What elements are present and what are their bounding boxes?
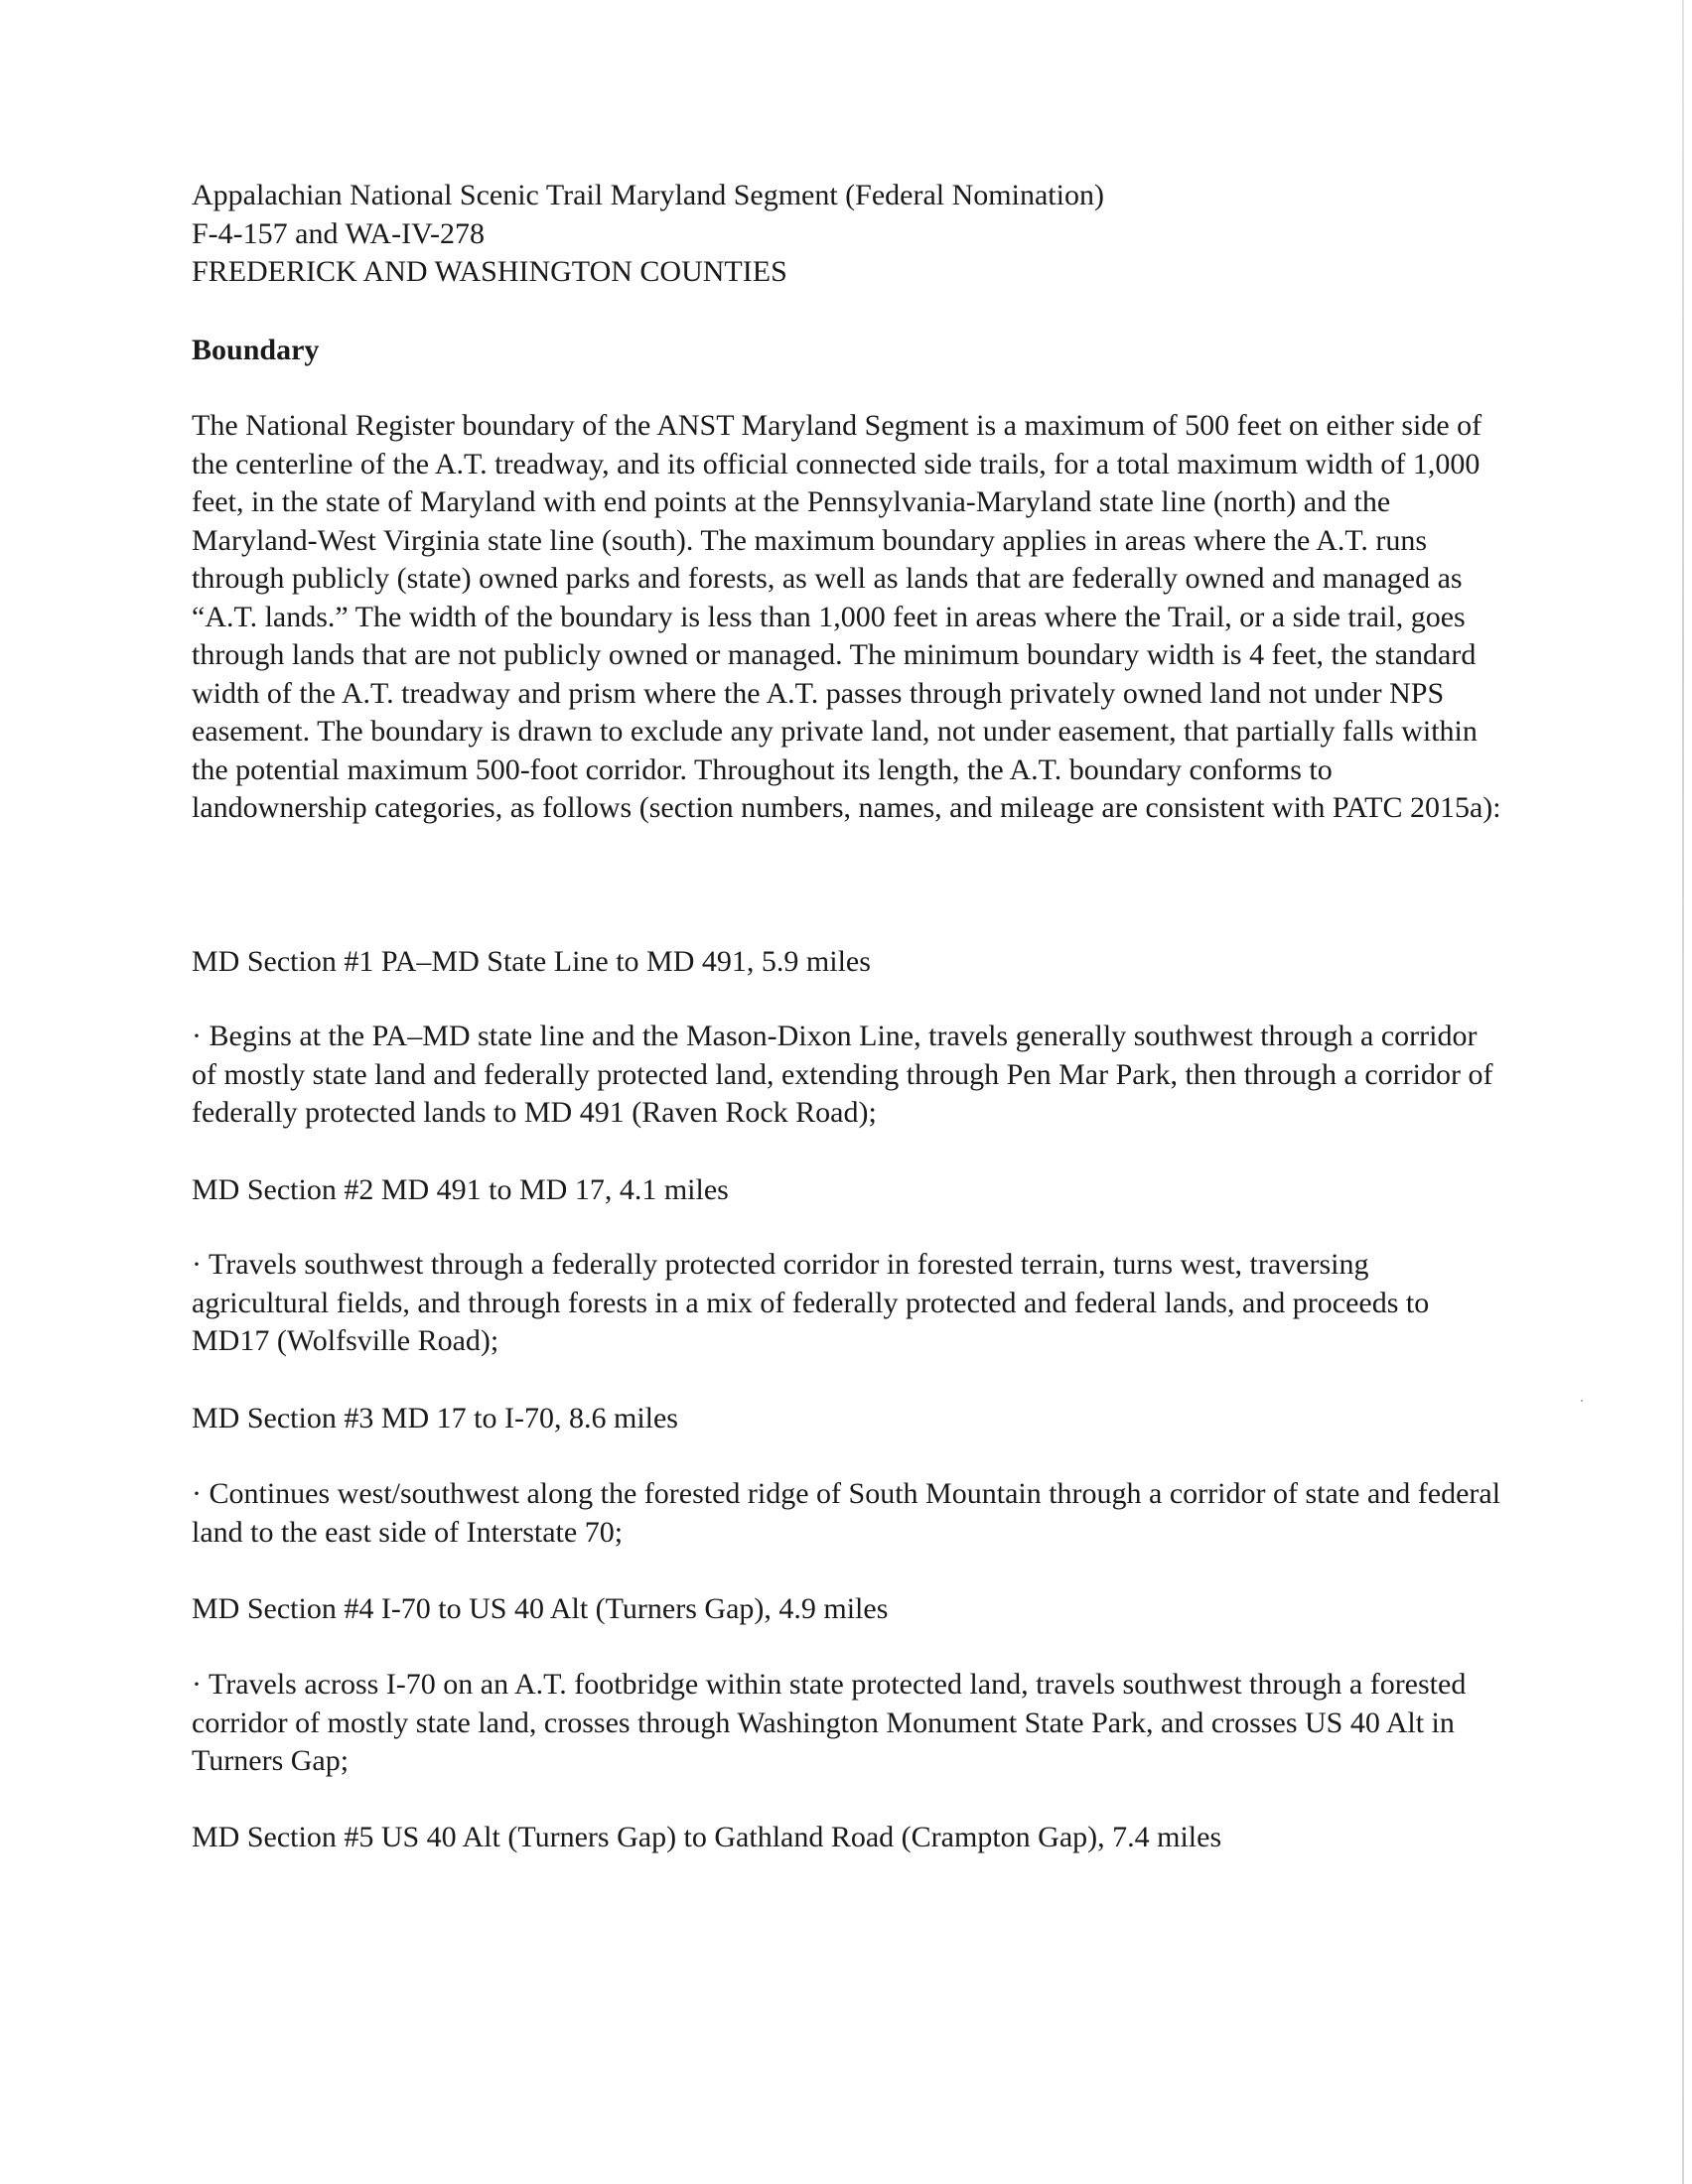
document-header <box>192 177 1502 292</box>
header-counties: FREDERICK AND WASHINGTON COUNTIES <box>192 255 787 288</box>
header-title: Appalachian National Scenic Trail Maryland Segment (Federal Nomination) <box>192 179 1104 211</box>
md-section-5-title: MD Section #5 US 40 Alt (Turners Gap) to Gathland Road (Crampton Gap), 7.4 miles <box>192 1821 1222 1853</box>
header-site-numbers: F-4-157 and WA-IV-278 <box>192 216 485 250</box>
scan-edge-line <box>1682 0 1684 2184</box>
md-section-4-description: · Travels across I-70 on an A.T. footbridge within state protected land, travels southwest through a forested corridor of mostly state land, crosses through Washington Monument State Park, and crosses US 40 Alt in Turners Gap; <box>192 1668 1467 1777</box>
md-section-4-title: MD Section #4 I-70 to US 40 Alt (Turners Gap), 4.9 miles <box>192 1592 889 1625</box>
boundary-paragraph: The National Register boundary of the ANST Maryland Segment is a maximum of 500 feet on either side of the centerline of the A.T. treadway, and its official connected side trails, for a total maximum width of 1,000 feet, in the state of Maryland with end points at the Pennsylvania-Maryland state line (north) and the Maryland-West Virginia state line (south). The maximum boundary applies in areas where the A.T. runs through publicly (state) owned parks and forests, as well as lands that are federally owned and managed as “A.T. lands.” The width of the boundary is less than 1,000 feet in areas where the Trail, or a side trail, goes through lands that are not publicly owned or managed. The minimum boundary width is 4 feet, the standard width of the A.T. treadway and prism where the A.T. passes through privately owned land not under NPS easement. The boundary is drawn to exclude any private land, not under easement, that partially falls within the potential maximum 500-foot corridor. Throughout its length, the A.T. boundary conforms to landownership categories, as follows (section numbers, names, and mileage are consistent with PATC 2015a): <box>192 409 1501 824</box>
md-section-1-title: MD Section #1 PA–MD State Line to MD 491, 5.9 miles <box>192 945 871 978</box>
section-heading: Boundary <box>192 334 320 366</box>
scan-speck <box>1581 1400 1583 1402</box>
md-section-1-description: · Begins at the PA–MD state line and the Mason-Dixon Line, travels generally southwest through a corridor of mostly state land and federally protected land, extending through Pen Mar Park, then through a corridor of federally protected lands to MD 491 (Raven Rock Road); <box>192 1020 1493 1129</box>
md-section-2-description: · Travels southwest through a federally protected corridor in forested terrain, turns west, traversing agricultural fields, and through forests in a mix of federally protected and federal lands, and proceeds to MD17 (Wolfsville Road); <box>192 1248 1430 1357</box>
md-section-2-title: MD Section #2 MD 491 to MD 17, 4.1 miles <box>192 1173 729 1206</box>
md-section-3-title: MD Section #3 MD 17 to I-70, 8.6 miles <box>192 1402 678 1434</box>
md-section-3-description: · Continues west/southwest along the forested ridge of South Mountain through a corridor of state and federal land to the east side of Interstate 70; <box>192 1477 1501 1549</box>
